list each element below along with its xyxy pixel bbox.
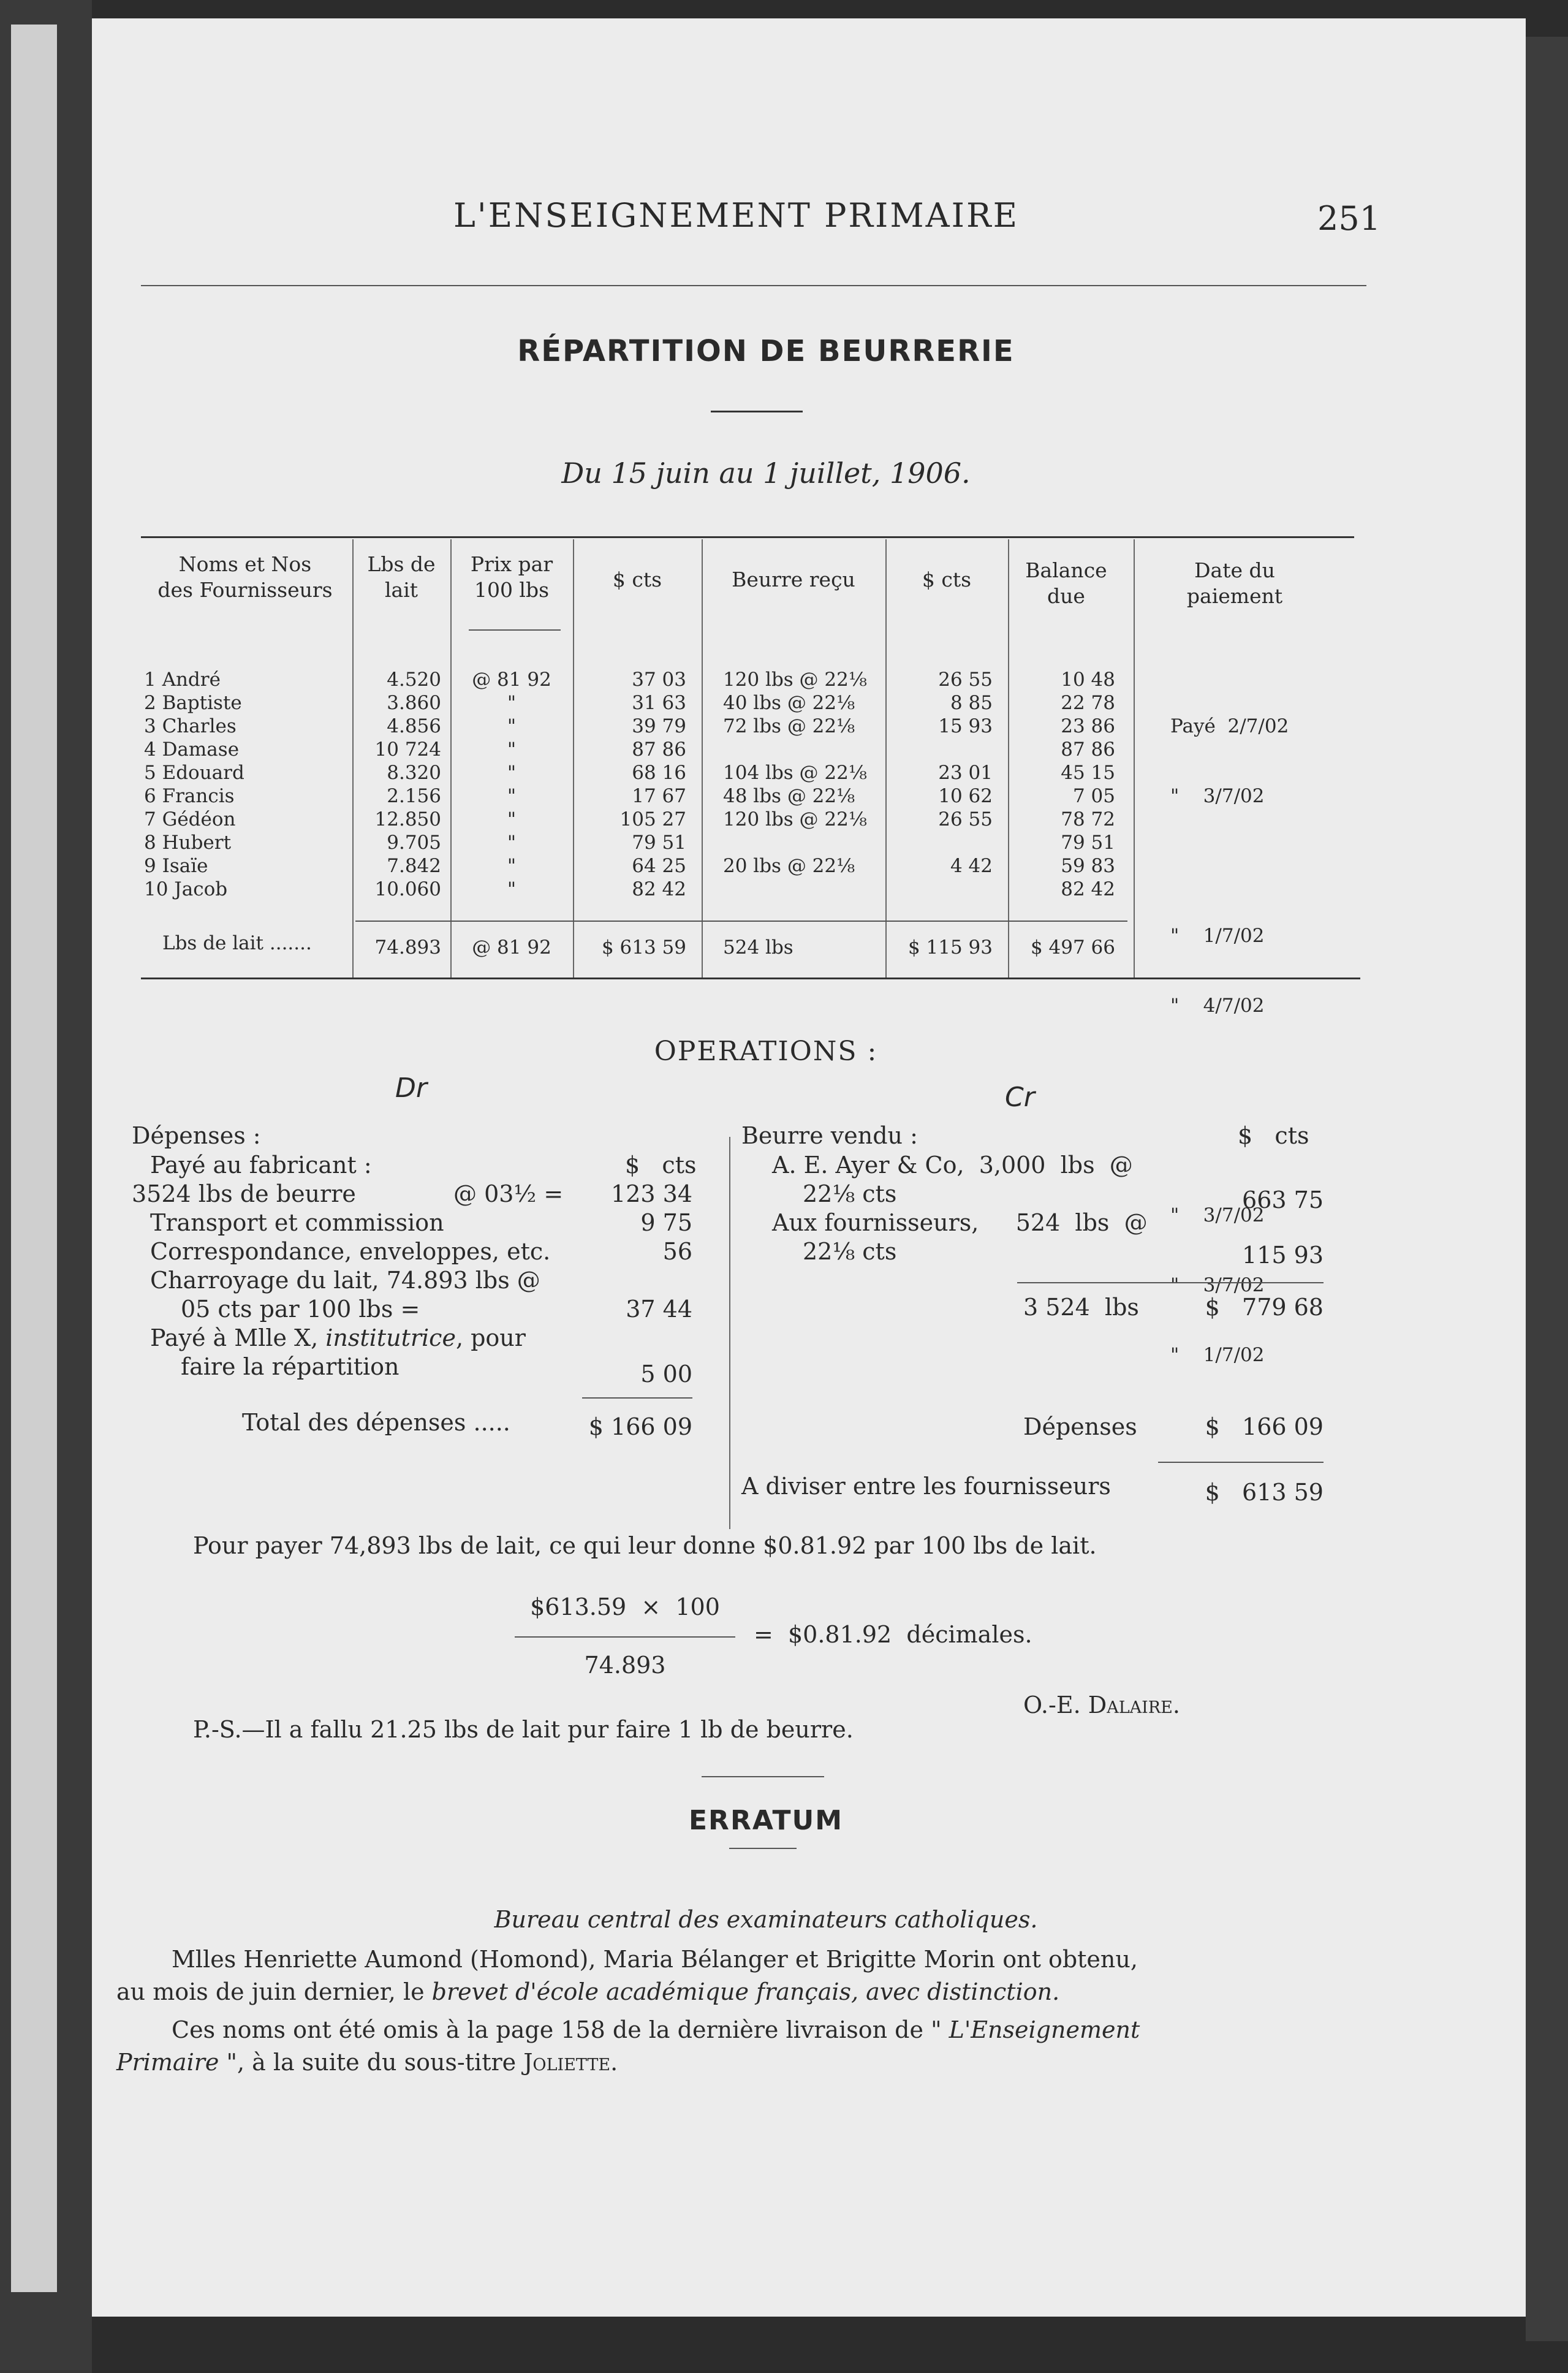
header-names: Noms et Nos des Fournisseurs: [157, 552, 333, 602]
credit-expenses-amount: $ 166 09: [1205, 1413, 1324, 1440]
total-butter-amount: $ 115 93: [907, 936, 993, 959]
table-cell: [723, 878, 882, 901]
table-cell: 3.860: [387, 692, 441, 714]
title-rule: [711, 411, 803, 412]
erratum-paragraph: Ces noms ont été omis à la page 158 de la dernière livraison de " L'Enseignement: [172, 2016, 1140, 2043]
table-cell: Payé 2/7/02: [1170, 715, 1289, 737]
table-cell: [723, 831, 882, 854]
formula-result: = $0.81.92 décimales.: [754, 1621, 1032, 1648]
debit-line: Correspondance, enveloppes, etc.: [150, 1238, 551, 1265]
date-range: Du 15 juin au 1 juillet, 1906.: [561, 457, 971, 490]
col-price: [453, 668, 570, 901]
table-cell: 31 63: [632, 692, 686, 714]
col-rule: [1134, 539, 1135, 978]
debit-amount: 5 00: [640, 1361, 692, 1388]
erratum-rule: [702, 1776, 824, 1777]
table-cell: ": [507, 762, 517, 784]
table-cell: [1170, 1064, 1342, 1087]
table-cell: 4 Damase: [144, 738, 240, 761]
erratum-title-rule: [729, 1848, 797, 1849]
erratum-bureau: Bureau central des examinateurs catholiques.: [494, 1906, 1038, 1933]
table-cell: 39 79: [632, 715, 686, 737]
credit-line: 22⅛ cts: [803, 1180, 897, 1207]
col-rule: [352, 539, 354, 978]
table-cell: 26 55: [938, 808, 993, 830]
table-cell: 64 25: [632, 855, 686, 877]
erratum-paragraph: Mlles Henriette Aumond (Homond), Maria Bélanger et Brigitte Morin ont obtenu,: [172, 1946, 1138, 1973]
page-title: RÉPARTITION DE BEURRERIE: [517, 334, 1015, 368]
table-cell: 4.856: [387, 715, 441, 737]
table-bottom-rule: [141, 978, 1360, 979]
total-price: @ 81 92: [472, 936, 551, 959]
header-amount: $ cts: [612, 568, 662, 591]
debit-amount: 56: [662, 1238, 692, 1265]
header-date: Date du paiement: [1186, 558, 1283, 608]
table-cell: 10.060: [374, 878, 441, 900]
page-edge: [1526, 37, 1568, 2341]
table-cell: ": [507, 808, 517, 830]
table-cell: 10 Jacob: [144, 878, 228, 900]
table-cell: [888, 831, 993, 854]
table-cell: [1170, 854, 1342, 878]
table-cell: 2.156: [387, 785, 441, 807]
credit-net-rule: [1158, 1462, 1324, 1463]
credit-sum-lbs: 3 524 lbs: [1023, 1294, 1139, 1321]
table-cell: " 3/7/02: [1170, 1204, 1265, 1226]
table-cell: 7 05: [1072, 785, 1115, 807]
table-cell: 22 78: [1061, 692, 1115, 714]
table-cell: [723, 738, 882, 761]
credit-amount: 663 75: [1242, 1186, 1324, 1213]
table-cell: " 3/7/02: [1170, 785, 1265, 807]
debit-line: Charroyage du lait, 74.893 lbs @: [150, 1267, 540, 1294]
totals-label: Lbs de lait .......: [162, 932, 312, 954]
col-butter: [723, 668, 882, 901]
debit-sum-rule: [582, 1397, 692, 1399]
table-cell: 120 lbs @ 22⅛: [723, 669, 867, 691]
table-cell: [888, 878, 993, 901]
header-balance: Balance due: [1025, 558, 1107, 608]
credit-heading: Beurre vendu :: [741, 1122, 918, 1149]
erratum-paragraph: au mois de juin dernier, le brevet d'école académique français, avec distinction.: [116, 1978, 1060, 2005]
table-cell: 2 Baptiste: [144, 692, 242, 714]
debit-line: Transport et commission: [150, 1209, 444, 1236]
header-butter: Beurre reçu: [732, 568, 855, 591]
debit-rate: @ 03½ =: [453, 1180, 564, 1207]
table-cell: ": [507, 785, 517, 807]
col-butter-amount: [888, 668, 993, 901]
table-cell: 6 Francis: [144, 785, 235, 807]
debit-line: Payé à Mlle X, institutrice, pour: [150, 1324, 526, 1351]
table-cell: 105 27: [619, 808, 686, 830]
total-expenses-amount: $ 166 09: [588, 1413, 692, 1440]
debit-line: Payé au fabricant :: [150, 1152, 372, 1179]
formula-denominator: 74.893: [584, 1652, 666, 1679]
table-cell: 3 Charles: [144, 715, 237, 737]
table-cell: ": [507, 878, 517, 900]
col-lbs: [355, 668, 441, 901]
table-cell: 82 42: [1061, 878, 1115, 900]
table-cell: 15 93: [938, 715, 993, 737]
erratum-title: ERRATUM: [689, 1805, 843, 1836]
table-cell: ": [507, 855, 517, 877]
total-lbs: 74.893: [374, 936, 441, 959]
table-cell: " 1/7/02: [1170, 1344, 1265, 1366]
table-cell: 20 lbs @ 22⅛: [723, 855, 855, 877]
table-cell: 59 83: [1061, 855, 1115, 877]
debit-amount: 37 44: [626, 1296, 692, 1323]
table-cell: ": [507, 692, 517, 714]
postscript: P.-S.—Il a fallu 21.25 lbs de lait pur faire 1 lb de beurre.: [193, 1716, 854, 1743]
credit-sum-rule: [1017, 1282, 1324, 1283]
col-rule: [573, 539, 574, 978]
credit-line: 22⅛ cts: [803, 1238, 897, 1265]
credit-line: A. E. Ayer & Co, 3,000 lbs @: [772, 1152, 1133, 1179]
table-cell: 10 724: [374, 738, 441, 761]
table-top-rule: [141, 536, 1354, 538]
table-cell: 9.705: [387, 832, 441, 854]
page-number: 251: [1317, 199, 1381, 238]
credit-label: Cr: [1005, 1082, 1035, 1113]
totals-rule: [355, 921, 1127, 922]
table-cell: ": [507, 832, 517, 854]
debit-label: Dr: [395, 1073, 427, 1104]
col-names: [144, 668, 346, 901]
debit-amount: 9 75: [640, 1209, 692, 1236]
debit-currency-header: $ cts: [625, 1152, 697, 1179]
formula-fraction-bar: [515, 1636, 735, 1638]
table-cell: 79 51: [1061, 832, 1115, 854]
table-cell: 10 48: [1061, 669, 1115, 691]
table-cell: 120 lbs @ 22⅛: [723, 808, 867, 830]
table-cell: 26 55: [938, 669, 993, 691]
table-cell: 8.320: [387, 762, 441, 784]
col-rule: [702, 539, 703, 978]
total-amount: $ 613 59: [601, 936, 686, 959]
erratum-paragraph: Primaire ", à la suite du sous-titre Joliette.: [116, 2049, 618, 2076]
table-cell: " 4/7/02: [1170, 995, 1265, 1017]
signature: O.-E. Dalaire.: [1023, 1691, 1180, 1718]
col-rule: [1008, 539, 1009, 978]
table-cell: 87 86: [1061, 738, 1115, 761]
debit-line: faire la répartition: [181, 1353, 400, 1380]
table-cell: 9 Isaïe: [144, 855, 208, 877]
debit-line: 3524 lbs de beurre: [132, 1180, 356, 1207]
operations-heading: OPERATIONS :: [654, 1036, 878, 1067]
total-balance: $ 497 66: [1030, 936, 1115, 959]
table-cell: ": [507, 715, 517, 737]
table-cell: 72 lbs @ 22⅛: [723, 715, 855, 737]
table-cell: " 1/7/02: [1170, 925, 1265, 947]
total-butter: 524 lbs: [723, 936, 793, 959]
table-cell: " 3/7/02: [1170, 1274, 1265, 1296]
table-cell: 8 Hubert: [144, 832, 232, 854]
table-cell: 79 51: [632, 832, 686, 854]
debit-line: 05 cts par 100 lbs =: [181, 1296, 420, 1323]
document-page: [92, 18, 1526, 2317]
formula-numerator: $613.59 × 100: [530, 1593, 720, 1620]
table-cell: 68 16: [632, 762, 686, 784]
table-cell: [888, 738, 993, 761]
credit-currency-header: $ cts: [1238, 1122, 1309, 1149]
table-cell: 23 86: [1061, 715, 1115, 737]
table-cell: 4 42: [950, 855, 993, 877]
table-cell: 104 lbs @ 22⅛: [723, 762, 867, 784]
debit-amount: 123 34: [611, 1180, 692, 1207]
table-cell: 7 Gédéon: [144, 808, 236, 830]
table-cell: 7.842: [387, 855, 441, 877]
table-cell: 40 lbs @ 22⅛: [723, 692, 855, 714]
col-balance: [1011, 668, 1115, 901]
table-cell: ": [507, 738, 517, 761]
table-cell: 12.850: [374, 808, 441, 830]
pay-rate-paragraph: Pour payer 74,893 lbs de lait, ce qui leur donne $0.81.92 par 100 lbs de lait.: [193, 1532, 1097, 1559]
table-cell: 45 15: [1061, 762, 1115, 784]
credit-line: Aux fournisseurs, 524 lbs @: [772, 1209, 1148, 1236]
table-cell: 87 86: [632, 738, 686, 761]
credit-sum-amount: $ 779 68: [1205, 1294, 1324, 1321]
table-cell: 37 03: [632, 669, 686, 691]
debit-heading: Dépenses :: [132, 1122, 261, 1149]
table-cell: 48 lbs @ 22⅛: [723, 785, 855, 807]
table-cell: 4.520: [387, 669, 441, 691]
col-amount: [576, 668, 686, 901]
col-rule: [885, 539, 887, 978]
header-rule: [141, 285, 1366, 286]
ledger-divider: [729, 1137, 730, 1529]
credit-amount: 115 93: [1242, 1242, 1324, 1269]
running-title: L'ENSEIGNEMENT PRIMAIRE: [453, 196, 1020, 235]
table-cell: 1 André: [144, 669, 221, 691]
table-cell: 8 85: [950, 692, 993, 714]
header-lbs: Lbs de lait: [367, 552, 436, 602]
table-cell: 82 42: [632, 878, 686, 900]
net-divide-label: A diviser entre les fournisseurs: [741, 1473, 1111, 1500]
table-cell: 23 01: [938, 762, 993, 784]
col-rule: [450, 539, 452, 978]
total-expenses-label: Total des dépenses .....: [242, 1409, 510, 1436]
table-cell: @ 81 92: [472, 669, 551, 691]
credit-expenses-label: Dépenses: [1023, 1413, 1137, 1440]
table-cell: 17 67: [632, 785, 686, 807]
table-cell: 10 62: [938, 785, 993, 807]
table-cell: 5 Edouard: [144, 762, 244, 784]
price-underline: [469, 629, 561, 631]
header-price: Prix par 100 lbs: [470, 552, 553, 602]
table-cell: 78 72: [1061, 808, 1115, 830]
header-butter-amount: $ cts: [922, 568, 972, 591]
net-divide-amount: $ 613 59: [1205, 1479, 1324, 1506]
spine-edge: [11, 25, 57, 2292]
